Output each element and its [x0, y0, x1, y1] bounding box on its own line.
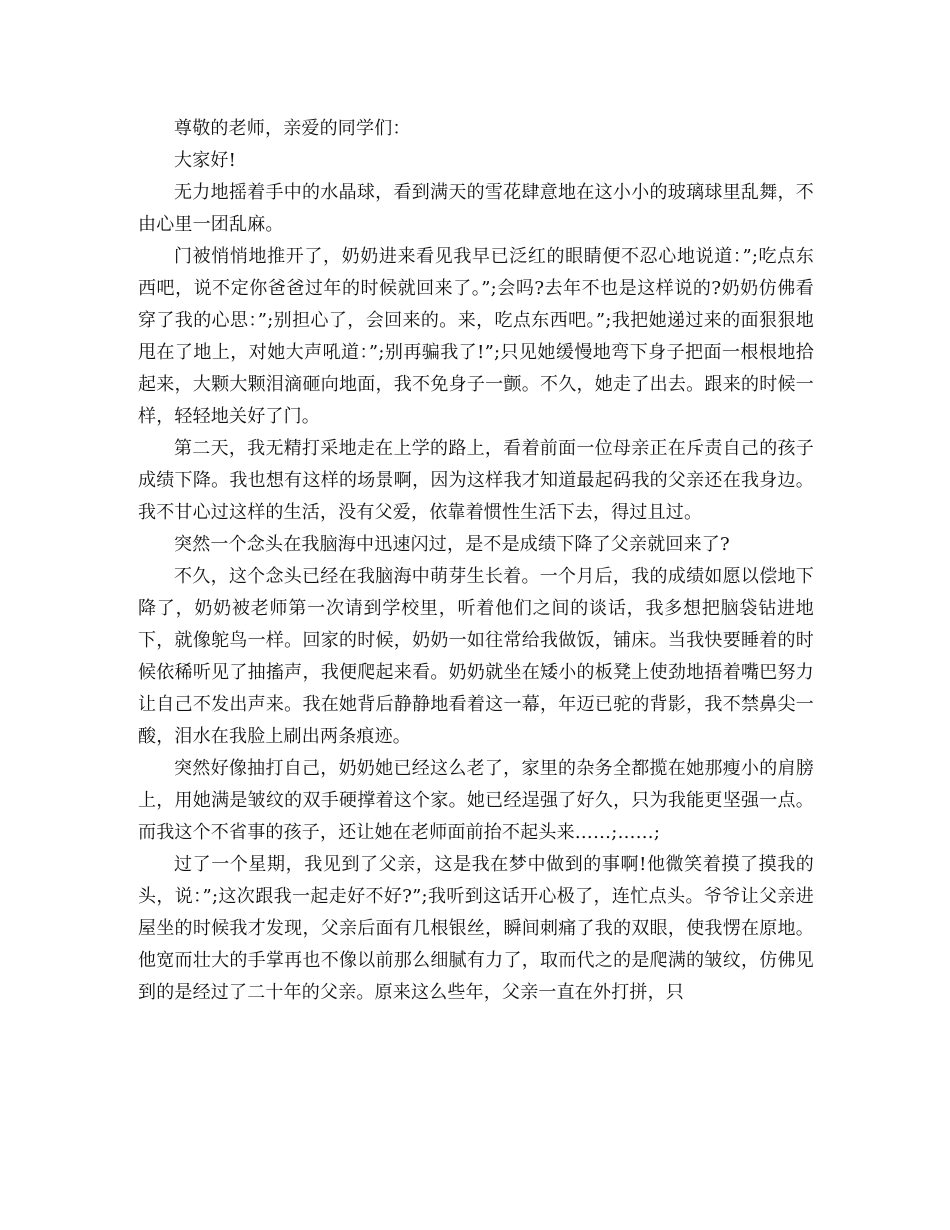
document-body: [138, 113, 814, 1009]
paragraph: 突然一个念头在我脑海中迅速闪过，是不是成绩下降了父亲就回来了?: [174, 534, 730, 555]
paragraph: 无力地摇着手中的水晶球，看到满天的雪花肆意地在这小小的玻璃球里乱舞，不由心里一团乱麻。: [138, 182, 814, 235]
greeting: 大家好!: [174, 150, 237, 171]
paragraph: 不久，这个念头已经在我脑海中萌芽生长着。一个月后，我的成绩如愿以偿地下降了，奶奶被老师第一次请到学校里，听着他们之间的谈话，我多想把脑袋钻进地下，就像鸵鸟一样。回家的时候，奶奶一如往常给我做饭，铺床。当我快要睡着的时候依稀听见了抽搐声，我便爬起来看。奶奶就坐在矮小的板凳上使劲地捂着嘴巴努力让自己不发出声来。我在她背后静静地看着这一幕，年迈已驼的背影，我不禁鼻尖一酸，泪水在我脸上刷出两条痕迹。: [138, 566, 814, 747]
salutation: 尊敬的老师，亲爱的同学们：: [174, 118, 411, 139]
paragraph: 过了一个星期，我见到了父亲，这是我在梦中做到的事啊!他微笑着摸了摸我的头，说：”;这次跟我一起走好不好?”;我听到这话开心极了，连忙点头。爷爷让父亲进屋坐的时候我才发现，父亲后面有几根银丝，瞬间刺痛了我的双眼，使我愣在原地。他宽而壮大的手掌再也不像以前那么细腻有力了，取而代之的是爬满的皱纹，仿佛见到的是经过了二十年的父亲。原来这么些年，父亲一直在外打拼，只: [138, 854, 814, 1003]
paragraph: 门被悄悄地推开了，奶奶进来看见我早已泛红的眼睛便不忍心地说道：”;吃点东西吧，说不定你爸爸过年的时候就回来了。”;会吗?去年不也是这样说的?奶奶仿佛看穿了我的心思：”;别担心了，会回来的。来，吃点东西吧。”;我把她递过来的面狠狠地甩在了地上，对她大声吼道：”;别再骗我了!”;只见她缓慢地弯下身子把面一根根地拾起来，大颗大颗泪滴砸向地面，我不免身子一颤。不久，她走了出去。跟来的时候一样，轻轻地关好了门。: [138, 246, 814, 427]
paragraph: 突然好像抽打自己，奶奶她已经这么老了，家里的杂务全都揽在她那瘦小的肩膀上，用她满是皱纹的双手硬撑着这个家。她已经逞强了好久，只为我能更坚强一点。而我这个不省事的孩子，还让她在老师面前抬不起头来……;……;: [138, 758, 814, 843]
paragraph: 第二天，我无精打采地走在上学的路上，看着前面一位母亲正在斥责自己的孩子成绩下降。我也想有这样的场景啊，因为这样我才知道最起码我的父亲还在我身边。我不甘心过这样的生活，没有父爱，依靠着惯性生活下去，得过且过。: [138, 438, 814, 523]
